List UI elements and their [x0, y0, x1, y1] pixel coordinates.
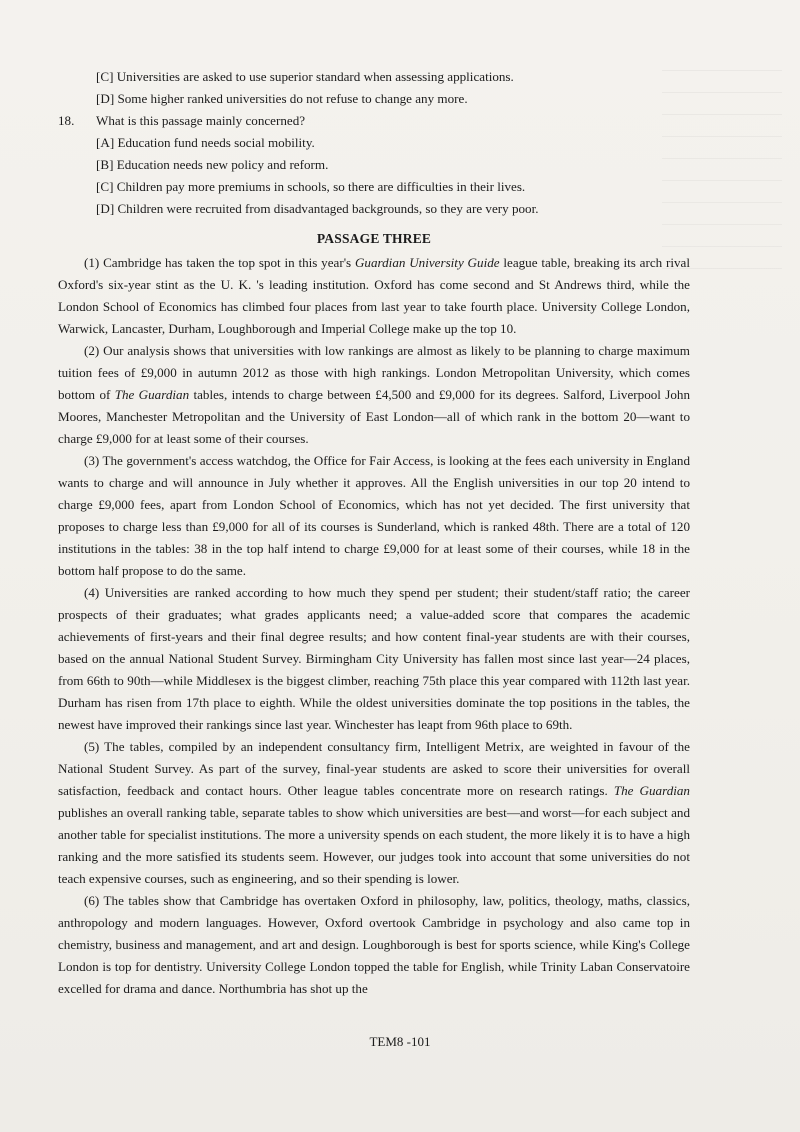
question18-text: What is this passage mainly concerned? — [96, 113, 306, 128]
paragraph-2-text-b: tables, intends to charge between £4,500 and £9,000 for its degrees. Salford, Liverpool John Moores, Manchester Metropolitan and the University of East London—all of which rank in the bottom 20—want to charge £9,000 for at least some of their courses. — [58, 387, 690, 446]
page-footer: TEM8 -101 — [369, 1034, 431, 1049]
paragraph-5-italic: The Guardian — [613, 783, 690, 798]
paragraph-5-text-a: (5) The tables, compiled by an independent consultancy firm, Intelligent Metrix, are weighted in favour of the National Student Survey. As part of the survey, final-year students are asked to score their universities for overall satisfaction, feedback and contact hours. Other league tables concentrate more on research ratings. — [58, 739, 690, 798]
question18-option-b: [B] Education needs new policy and reform. — [96, 157, 329, 172]
paragraph-2 — [58, 340, 690, 450]
paragraph-4: (4) Universities are ranked according to how much they spend per student; their student/staff ratio; the career prospects of their graduates; what grades applicants need; a value-added score that compares the academic achievements of first-years and their final degree results; and how content final-year students are with their courses, based on the annual National Student Survey. Birmingham City University has fallen most since last year—24 places, from 66th to 90th—while Middlesex is the biggest climber, reaching 75th place this year compared with 112th last year. Durham has risen from 17th place to eighth. While the oldest universities dominate the top positions in the tables, the newest have improved their rankings since last year. Winchester has leapt from 96th place to 69th. — [58, 585, 690, 732]
paragraph-1 — [58, 252, 690, 340]
paragraph-2-italic: The Guardian — [114, 387, 190, 402]
question18-number: 18. — [58, 113, 75, 128]
passage-title: PASSAGE THREE — [316, 231, 432, 246]
paragraph-2-text-a: (2) Our analysis shows that universities with low rankings are almost as likely to be planning to charge maximum tuition fees of £9,000 in autumn 2012 as those with high rankings. London Metropolitan University, which comes bottom of — [58, 343, 690, 402]
question18-stem — [58, 110, 690, 132]
question18-option-c: [C] Children pay more premiums in schools, so there are difficulties in their lives. — [96, 179, 526, 194]
paragraph-5 — [58, 736, 690, 890]
paragraph-6: (6) The tables show that Cambridge has overtaken Oxford in philosophy, law, politics, theology, maths, classics, anthropology and modern languages. However, Oxford overtook Cambridge in psychology and also came top in chemistry, business and management, and art and design. Loughborough is best for sports science, while King's College London is top for dentistry. University College London topped the table for English, while Trinity Laban Conservatoire excelled for drama and dance. Northumbria has shot up the — [58, 893, 690, 996]
page-content — [58, 66, 690, 1000]
question17-option-c: [C] Universities are asked to use superior standard when assessing applications. — [96, 69, 514, 84]
paragraph-1-text-a: (1) Cambridge has taken the top spot in this year's — [84, 255, 355, 270]
paragraph-5-text-b: publishes an overall ranking table, separate tables to show which universities are best—and worst—for each subject and another table for specialist institutions. The more a university spends on each student, the more likely it is to have a high ranking and the more satisfied its students seem. However, our judges took into account that some universities do not teach expensive courses, such as engineering, and so their spending is lower. — [58, 805, 690, 886]
question18-option-d: [D] Children were recruited from disadvantaged backgrounds, so they are very poor. — [96, 201, 539, 216]
paragraph-3: (3) The government's access watchdog, the Office for Fair Access, is looking at the fees each university in England wants to charge and will announce in July whether it approves. All the English universities in our top 20 intend to charge £9,000 fees, apart from London School of Economics, which has not yet decided. The first university that proposes to charge less than £9,000 for all of its courses is Sunderland, which is ranked 48th. There are a total of 120 institutions in the tables: 38 in the top half intend to charge £9,000 for at least some of their courses, while 18 in the bottom half propose to do the same. — [58, 453, 690, 578]
question17-option-d: [D] Some higher ranked universities do not refuse to change any more. — [96, 91, 468, 106]
paragraph-1-text-b: league table, breaking its arch rival Oxford's six-year stint as the U. K. 's leading institution. Oxford has come second and St Andrews third, while the London School of Economics has climbed four places from last year to take fourth place. University College London, Warwick, Lancaster, Durham, Loughborough and Imperial College make up the top 10. — [58, 255, 690, 336]
paragraph-1-italic: Guardian University Guide — [354, 255, 500, 270]
question18-option-a: [A] Education fund needs social mobility. — [96, 135, 315, 150]
